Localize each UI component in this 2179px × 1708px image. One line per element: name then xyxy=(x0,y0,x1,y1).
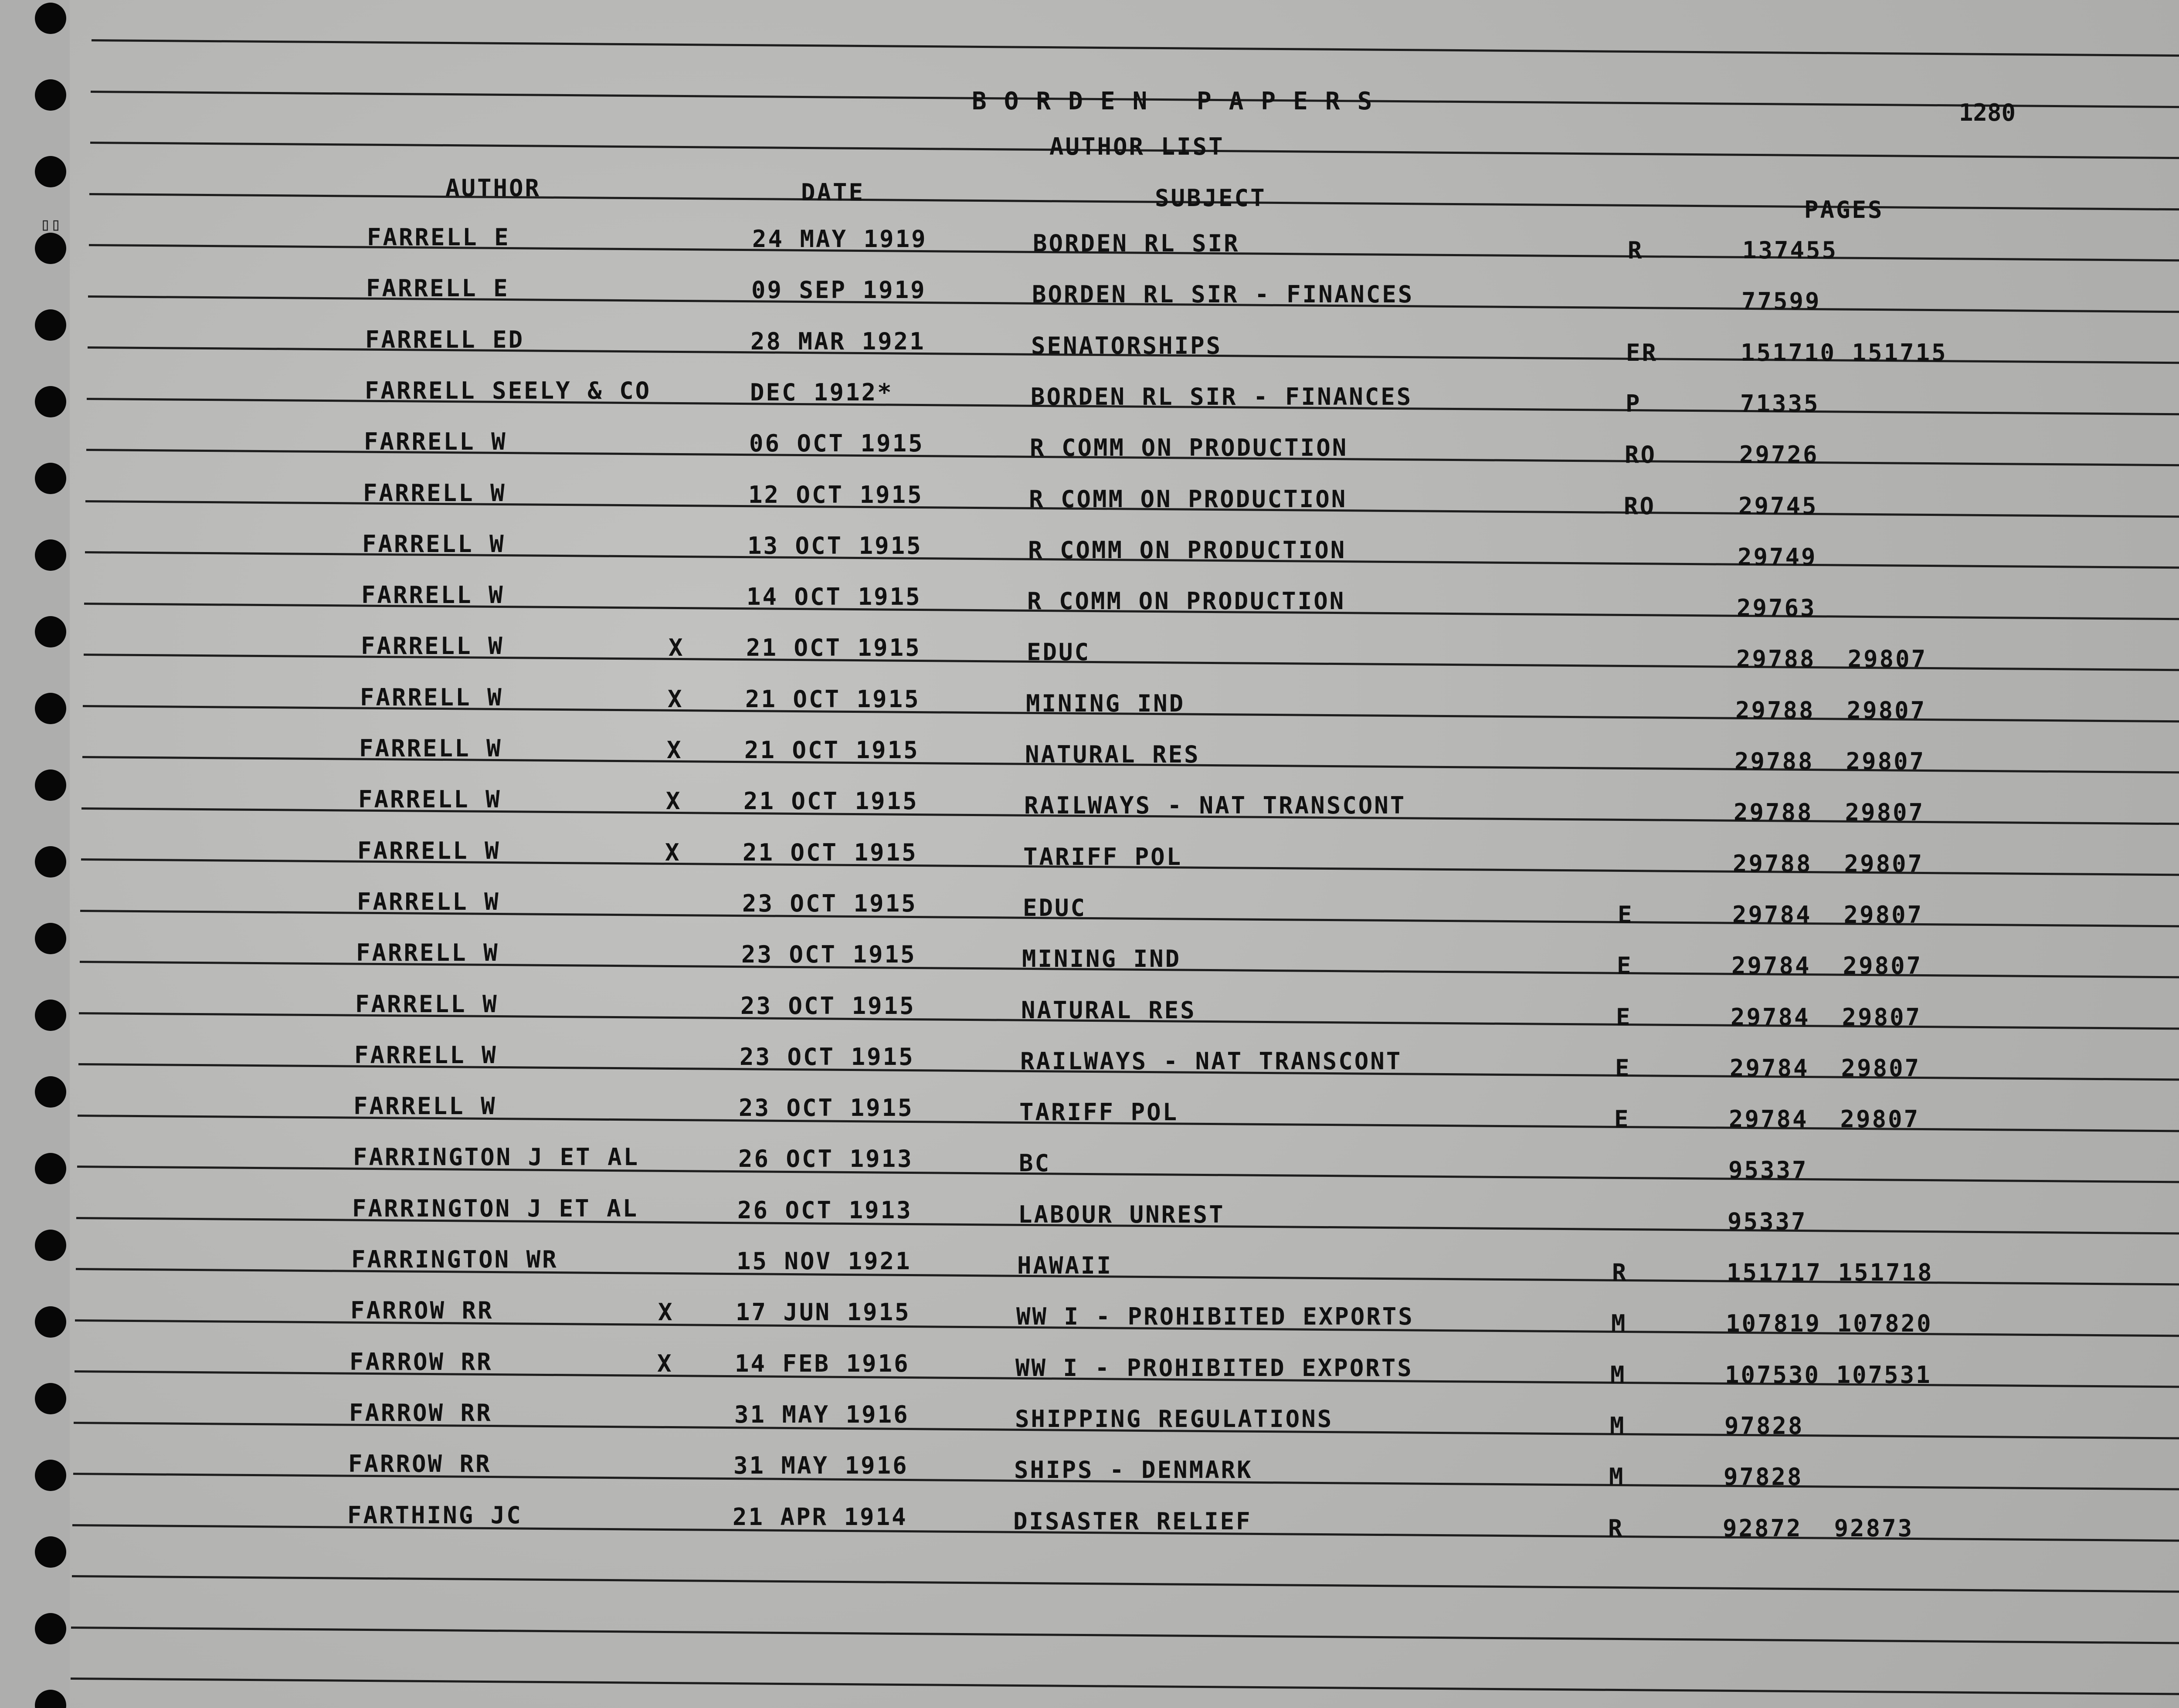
row-date: 14 FEB 1916 xyxy=(735,1350,910,1377)
row-date: 23 OCT 1915 xyxy=(740,1043,915,1071)
row-date: 26 OCT 1913 xyxy=(738,1145,913,1173)
page-number: 1280 xyxy=(1959,99,2016,126)
row-flag: X xyxy=(667,736,683,764)
row-pages: 29788 29807 xyxy=(1735,697,1927,724)
row-author: FARRELL W xyxy=(361,632,504,660)
row-code: M xyxy=(1610,1412,1626,1440)
row-date: 31 MAY 1916 xyxy=(734,1401,910,1428)
row-author: FARRINGTON J ET AL xyxy=(352,1195,639,1222)
row-author: FARRELL SEELY & CO xyxy=(365,377,652,404)
row-subject: BORDEN RL SIR xyxy=(1033,230,1240,257)
row-date: 23 OCT 1915 xyxy=(739,1094,914,1122)
tractor-hole xyxy=(35,233,66,264)
row-date: 23 OCT 1915 xyxy=(741,941,916,968)
row-code: E xyxy=(1614,1105,1630,1133)
row-date: 23 OCT 1915 xyxy=(742,890,917,917)
row-date: DEC 1912* xyxy=(750,379,893,406)
tractor-hole xyxy=(35,769,66,801)
row-date: 21 APR 1914 xyxy=(733,1503,908,1531)
tractor-hole xyxy=(35,1460,66,1491)
tractor-hole xyxy=(35,309,66,341)
row-code: R xyxy=(1608,1515,1624,1542)
tractor-hole xyxy=(35,386,66,417)
row-pages: 151717 151718 xyxy=(1727,1259,1934,1286)
row-author: FARRELL E xyxy=(367,224,510,251)
row-code: RO xyxy=(1624,492,1656,520)
row-author: FARTHING JC xyxy=(347,1501,523,1529)
row-author: FARRELL W xyxy=(361,581,505,609)
row-author: FARRELL W xyxy=(357,837,501,864)
row-pages: 29763 xyxy=(1737,594,1816,622)
row-author: FARROW RR xyxy=(349,1399,492,1427)
row-author: FARRELL W xyxy=(355,990,499,1018)
row-flag: X xyxy=(669,634,685,661)
row-date: 21 OCT 1915 xyxy=(746,634,921,661)
ruled-line xyxy=(72,1575,2179,1593)
tractor-hole xyxy=(35,1306,66,1338)
row-subject: RAILWAYS - NAT TRANSCONT xyxy=(1024,792,1406,819)
row-subject: NATURAL RES xyxy=(1021,996,1196,1024)
row-subject: TARIFF POL xyxy=(1019,1098,1179,1126)
row-subject: BORDEN RL SIR - FINANCES xyxy=(1032,281,1414,308)
row-subject: WW I - PROHIBITED EXPORTS xyxy=(1016,1303,1414,1330)
row-date: 28 MAR 1921 xyxy=(750,328,926,355)
row-author: FARROW RR xyxy=(350,1297,494,1324)
row-subject: R COMM ON PRODUCTION xyxy=(1030,434,1348,461)
row-code: ER xyxy=(1626,339,1658,366)
row-code: M xyxy=(1609,1463,1625,1491)
row-subject: R COMM ON PRODUCTION xyxy=(1028,536,1347,564)
tractor-hole xyxy=(35,156,66,187)
row-pages: 107530 107531 xyxy=(1725,1361,1932,1389)
row-code: M xyxy=(1611,1310,1627,1337)
row-code: E xyxy=(1617,952,1633,979)
tractor-hole xyxy=(35,539,66,571)
row-subject: EDUC xyxy=(1027,638,1091,666)
tractor-hole xyxy=(35,1230,66,1261)
document-title: BORDEN PAPERS xyxy=(972,87,1390,115)
row-author: FARRELL W xyxy=(353,1092,497,1120)
row-author: FARRELL W xyxy=(357,888,500,915)
row-code: E xyxy=(1616,1003,1632,1031)
row-code: E xyxy=(1618,901,1634,929)
row-pages: 29784 29807 xyxy=(1729,1105,1920,1133)
row-pages: 29726 xyxy=(1739,441,1819,468)
row-author: FARRELL W xyxy=(358,786,502,813)
row-subject: SHIPS - DENMARK xyxy=(1014,1456,1253,1484)
row-pages: 107819 107820 xyxy=(1726,1310,1933,1337)
tractor-hole xyxy=(35,3,66,34)
tractor-hole xyxy=(35,1000,66,1031)
row-subject: RAILWAYS - NAT TRANSCONT xyxy=(1020,1047,1402,1075)
row-subject: BORDEN RL SIR - FINANCES xyxy=(1031,383,1413,410)
tractor-hole xyxy=(35,1536,66,1568)
row-pages: 29784 29807 xyxy=(1732,901,1924,929)
row-code: R xyxy=(1612,1259,1628,1286)
row-author: FARRINGTON J ET AL xyxy=(353,1143,640,1171)
row-pages: 29788 29807 xyxy=(1733,850,1924,878)
column-header-pages: PAGES xyxy=(1804,196,1884,224)
row-date: 26 OCT 1913 xyxy=(737,1196,913,1224)
row-author: FARRELL W xyxy=(360,684,503,711)
tractor-hole xyxy=(35,79,66,111)
row-date: 21 OCT 1915 xyxy=(745,685,920,713)
row-author: FARRINGTON WR xyxy=(351,1246,558,1273)
row-date: 31 MAY 1916 xyxy=(733,1452,909,1479)
row-pages: 97828 xyxy=(1724,1463,1803,1491)
row-subject: TARIFF POL xyxy=(1023,843,1183,871)
row-flag: X xyxy=(668,685,684,713)
row-subject: WW I - PROHIBITED EXPORTS xyxy=(1015,1354,1413,1382)
row-author: FARROW RR xyxy=(348,1450,492,1478)
tractor-hole xyxy=(35,1153,66,1184)
row-author: FARRELL W xyxy=(364,428,507,455)
row-date: 23 OCT 1915 xyxy=(740,992,916,1020)
row-pages: 95337 xyxy=(1728,1156,1808,1184)
row-subject: LABOUR UNREST xyxy=(1018,1201,1225,1228)
row-subject: BC xyxy=(1019,1149,1051,1177)
row-author: FARRELL W xyxy=(359,735,502,762)
row-subject: DISASTER RELIEF xyxy=(1013,1508,1252,1535)
list-subtitle: AUTHOR LIST xyxy=(1049,133,1225,160)
row-pages: 151710 151715 xyxy=(1741,339,1948,366)
row-pages: 92872 92873 xyxy=(1723,1515,1914,1542)
row-date: 14 OCT 1915 xyxy=(747,583,922,610)
row-subject: SHIPPING REGULATIONS xyxy=(1015,1405,1334,1433)
row-date: 15 NOV 1921 xyxy=(737,1247,912,1275)
row-date: 21 OCT 1915 xyxy=(744,736,920,764)
ruled-line xyxy=(71,1627,2179,1645)
row-pages: 29749 xyxy=(1738,543,1817,571)
row-author: FARROW RR xyxy=(350,1348,493,1376)
row-pages: 29788 29807 xyxy=(1734,799,1925,826)
tractor-hole xyxy=(35,693,66,724)
row-pages: 77599 xyxy=(1741,288,1821,315)
row-author: FARRELL ED xyxy=(365,326,525,353)
row-pages: 29788 29807 xyxy=(1734,748,1926,775)
row-subject: R COMM ON PRODUCTION xyxy=(1029,485,1347,513)
column-header-date: DATE xyxy=(801,179,865,206)
row-author: FARRELL W xyxy=(356,939,499,966)
row-subject: MINING IND xyxy=(1026,690,1185,717)
row-subject: EDUC xyxy=(1023,894,1087,922)
row-flag: X xyxy=(666,787,682,815)
binding-mark: ▯▯ xyxy=(40,214,61,234)
row-flag: X xyxy=(665,839,681,866)
row-date: 09 SEP 1919 xyxy=(751,276,927,304)
row-date: 24 MAY 1919 xyxy=(752,225,927,253)
row-pages: 29784 29807 xyxy=(1731,1003,1922,1031)
row-code: P xyxy=(1626,390,1642,417)
row-subject: R COMM ON PRODUCTION xyxy=(1027,587,1346,615)
row-code: M xyxy=(1610,1361,1626,1389)
tractor-hole xyxy=(35,846,66,878)
row-pages: 97828 xyxy=(1724,1412,1804,1440)
row-subject: SENATORSHIPS xyxy=(1031,332,1222,359)
row-pages: 71335 xyxy=(1740,390,1820,417)
row-date: 06 OCT 1915 xyxy=(749,430,924,457)
row-subject: HAWAII xyxy=(1017,1252,1113,1279)
row-author: FARRELL W xyxy=(363,479,506,507)
tractor-hole xyxy=(35,923,66,954)
tractor-hole xyxy=(35,463,66,494)
row-pages: 29745 xyxy=(1738,492,1818,520)
row-subject: MINING IND xyxy=(1022,945,1181,973)
column-header-author: AUTHOR xyxy=(445,174,541,202)
row-date: 12 OCT 1915 xyxy=(748,481,923,508)
row-flag: X xyxy=(657,1350,673,1377)
row-author: FARRELL W xyxy=(362,530,506,558)
row-author: FARRELL W xyxy=(354,1041,498,1069)
row-flag: X xyxy=(658,1298,674,1326)
row-date: 13 OCT 1915 xyxy=(747,532,923,559)
column-header-subject: SUBJECT xyxy=(1155,184,1266,212)
row-author: FARRELL E xyxy=(366,274,509,302)
row-code: E xyxy=(1615,1054,1631,1082)
ruled-line xyxy=(92,39,2179,57)
row-date: 21 OCT 1915 xyxy=(743,787,919,815)
row-code: R xyxy=(1628,237,1644,264)
row-code: RO xyxy=(1625,441,1657,468)
tractor-hole xyxy=(35,1076,66,1108)
row-pages: 29784 29807 xyxy=(1730,1054,1921,1082)
row-pages: 29784 29807 xyxy=(1731,952,1923,979)
tractor-hole xyxy=(35,616,66,647)
tractor-hole xyxy=(35,1383,66,1414)
tractor-hole xyxy=(35,1613,66,1644)
ruled-line xyxy=(71,1678,2179,1696)
row-pages: 137455 xyxy=(1742,237,1838,264)
row-pages: 95337 xyxy=(1728,1208,1807,1235)
row-subject: NATURAL RES xyxy=(1025,741,1200,768)
row-date: 17 JUN 1915 xyxy=(736,1298,911,1326)
row-date: 21 OCT 1915 xyxy=(743,839,918,866)
row-pages: 29788 29807 xyxy=(1736,645,1928,673)
